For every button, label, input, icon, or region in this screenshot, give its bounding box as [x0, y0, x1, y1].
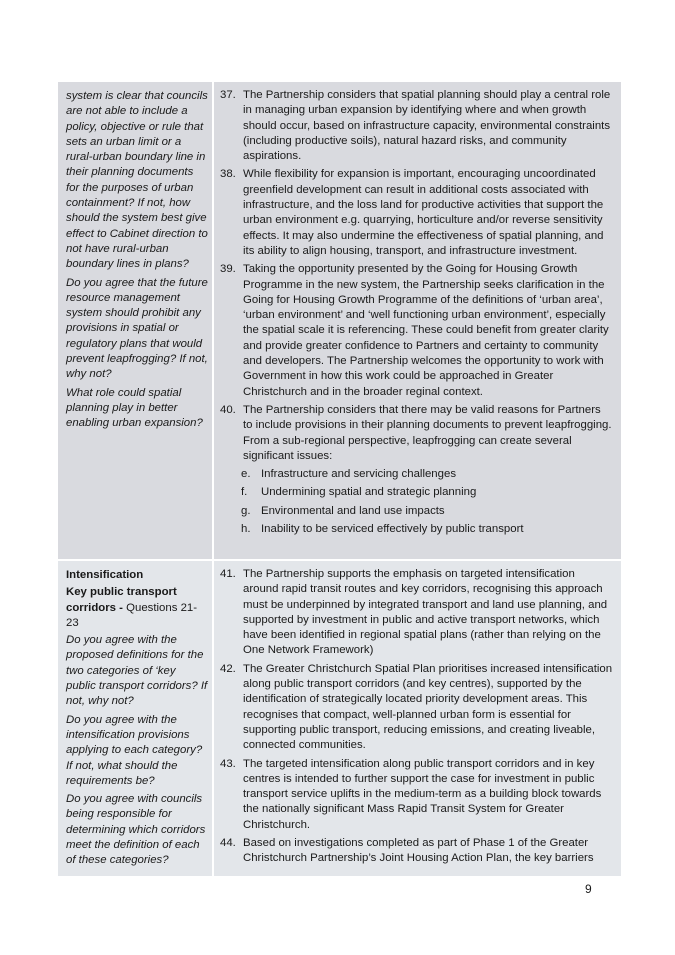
sub-list-item	[241, 504, 613, 519]
paragraph-text: The Partnership considers that spatial planning should play a central role in managing urban expansion by identifying where and when growth should occur, based on infrastructure capacity, environmental constraints (including productive soils), natural hazard risks, and community aspirations.	[243, 89, 611, 163]
paragraph-text: Taking the opportunity presented by the Going for Housing Growth Programme in the new system, the Partnership seeks clarification in the Going for Housing Growth Programme of the definitions of ‘urban area’, ‘urban environment’ and ‘well functioning urban environment’, especially the spatial scale it is referencing. These could benefit from greater clarity and provide greater confidence to Partners and certainty to community and developers. The Partnership welcomes the opportunity to work with Government in how this work could be approached in Greater Christchurch and in the broader reginal context.	[243, 263, 609, 398]
numbered-paragraph	[220, 403, 613, 464]
table-row	[58, 82, 621, 559]
question-cell	[58, 82, 214, 559]
sub-item-text: Environmental and land use impacts	[261, 504, 445, 517]
paragraph-number: 39.	[220, 263, 236, 276]
question-text: Do you agree with councils being responsible for determining which corridors meet the definition of each of these categories?	[66, 793, 206, 867]
subheading-bold: Key public transport corridors -	[66, 586, 177, 614]
response-cell	[214, 82, 621, 559]
paragraph-text: Based on investigations completed as part of Phase 1 of the Greater Christchurch Partnership’s Joint Housing Action Plan, the key barriers	[243, 837, 594, 865]
question-text: What role could spatial planning play in better enabling urban expansion?	[66, 386, 203, 430]
sub-item-letter: f.	[241, 486, 248, 499]
sub-item-letter: g.	[241, 504, 251, 517]
sub-list-item	[241, 467, 613, 482]
paragraph-text: The Greater Christchurch Spatial Plan prioritises increased intensification along public transport corridors (and key centres), supported by the identification of strategically located priority development areas. This recognises that compact, well-planned urban form is essential for supporting public transport, reducing emissions, and creating liveable, connected communities.	[243, 662, 613, 752]
sub-list-item	[241, 522, 613, 537]
sub-item-text: Infrastructure and servicing challenges	[261, 468, 457, 481]
sub-list-item	[241, 485, 613, 500]
question-text: Do you agree with the intensification provisions applying to each category? If not, what should the requirements be?	[66, 713, 203, 787]
table-row	[58, 561, 621, 876]
numbered-paragraph	[220, 662, 613, 754]
question-text: system is clear that councils are not able to include a policy, objective or rule that sets an urban limit or a rural-urban boundary line in their planning documents for the purposes of urban containment? If not, how should the system best give effect to Cabinet direction to not have rural-urban boundary lines in plans?	[66, 90, 208, 271]
paragraph-number: 43.	[220, 757, 236, 770]
sub-item-letter: h.	[241, 523, 251, 536]
section-heading: Intensification	[66, 569, 144, 581]
sub-item-text: Undermining spatial and strategic planning	[261, 486, 477, 499]
numbered-paragraph	[220, 88, 613, 164]
questions-reference: Questions 21-23	[66, 601, 198, 629]
paragraph-number: 41.	[220, 568, 236, 580]
section-subheading	[66, 585, 208, 631]
paragraph-text: The Partnership considers that there may be valid reasons for Partners to include provisions in their planning documents to prevent leapfrogging. From a sub-regional perspective, leapfrogging can create several significant issues:	[243, 403, 612, 462]
response-cell	[214, 561, 621, 876]
paragraph-text: The Partnership supports the emphasis on targeted intensification around rapid transit routes and key corridors, recognising this approach must be underpinned by integrated transport and land use planning, and supported by investment in public and active transport networks, which have been identified in regional spatial plans (rather than relying on the One Network Framework)	[243, 568, 608, 657]
paragraph-number: 38.	[220, 168, 236, 181]
sub-item-text: Inability to be serviced effectively by public transport	[261, 523, 524, 536]
numbered-paragraph	[220, 757, 613, 833]
question-text: Do you agree with the proposed definitions for the two categories of ‘key public transport corridors? If not, why not?	[66, 634, 208, 708]
numbered-paragraph	[220, 836, 613, 867]
question-text: Do you agree that the future resource management system should prohibit any provisions in spatial or regulatory plans that would prevent leapfrogging? If not, why not?	[66, 276, 208, 381]
question-cell	[58, 561, 214, 876]
page-number: 9	[585, 882, 592, 896]
paragraph-text: The targeted intensification along public transport corridors and in key centres is intended to further support the case for investment in public transport service uplifts in the medium-term as a building block towards the nationally significant Mass Rapid Transit System for Greater Christchurch.	[243, 757, 602, 831]
paragraph-number: 44.	[220, 837, 236, 850]
paragraph-text: While flexibility for expansion is important, encouraging uncoordinated greenfield development can result in additional costs associated with infrastructure, and the loss land for productive activities that support the urban environment e.g. quarrying, horticulture and/or reverse sensitivity effects. It may also undermine the effectiveness of spatial planning, and its ability to align housing, transport, and infrastructure investment.	[243, 168, 604, 257]
paragraph-number: 40.	[220, 403, 236, 416]
numbered-paragraph	[220, 262, 613, 400]
sub-item-letter: e.	[241, 468, 251, 481]
paragraph-number: 37.	[220, 89, 236, 101]
numbered-paragraph	[220, 167, 613, 259]
response-table	[58, 82, 621, 876]
numbered-paragraph	[220, 567, 613, 659]
paragraph-number: 42.	[220, 662, 236, 675]
